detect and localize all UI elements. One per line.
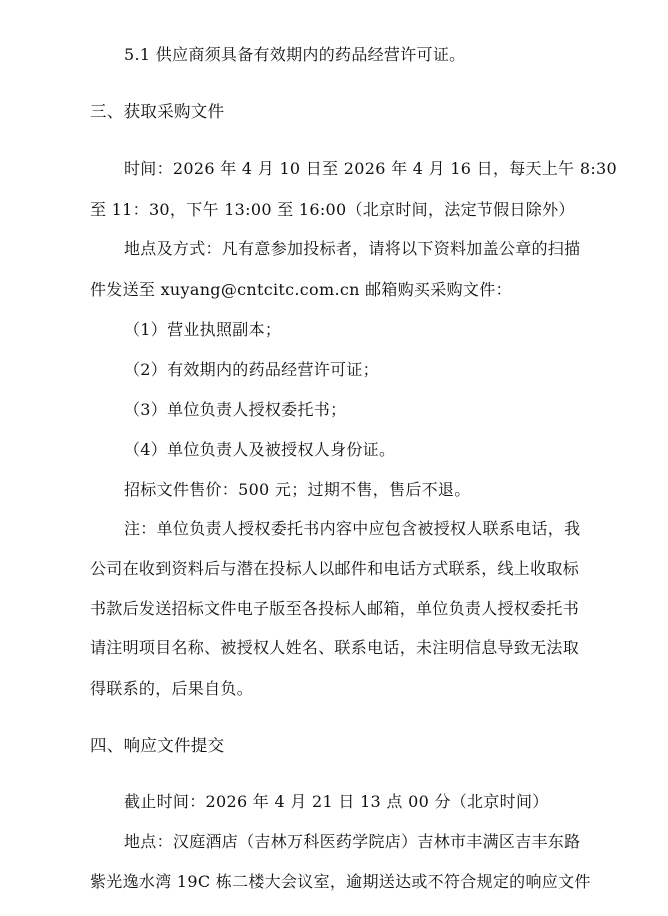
note-line: 请注明项目名称、被授权人姓名、联系电话，未注明信息导致无法取 (90, 638, 580, 657)
note-line: 公司在收到资料后与潜在投标人以邮件和电话方式联系，线上收取标 (90, 559, 580, 578)
document-price: 招标文件售价：500 元；过期不售，售后不退。 (124, 480, 471, 499)
required-doc-item: （2）有效期内的药品经营许可证； (124, 360, 379, 379)
section-4-heading: 四、响应文件提交 (90, 736, 225, 755)
submission-place-line-2: 紫光逸水湾 19C 栋二楼大会议室，逾期送达或不符合规定的响应文件 (90, 872, 591, 891)
submission-place-line-1: 地点：汉庭酒店（吉林万科医药学院店）吉林市丰满区吉丰东路 (124, 832, 581, 851)
submission-deadline: 截止时间：2026 年 4 月 21 日 13 点 00 分（北京时间） (124, 792, 549, 811)
purchase-time-line-2: 至 11：30，下午 13:00 至 16:00（北京时间，法定节假日除外） (90, 200, 575, 219)
section-3-heading: 三、获取采购文件 (90, 102, 225, 121)
purchase-place-line-2: 件发送至 xuyang@cntcitc.com.cn 邮箱购买采购文件： (90, 280, 512, 299)
note-line: 得联系的，后果自负。 (90, 679, 254, 698)
required-doc-item: （4）单位负责人及被授权人身份证。 (124, 440, 396, 459)
purchase-place-line-1: 地点及方式：凡有意参加投标者，请将以下资料加盖公章的扫描 (124, 239, 581, 258)
purchase-time-line-1: 时间：2026 年 4 月 10 日至 2026 年 4 月 16 日，每天上午 8:30 (124, 159, 617, 178)
required-doc-item: （3）单位负责人授权委托书； (124, 400, 347, 419)
note-line: 书款后发送招标文件电子版至各投标人邮箱，单位负责人授权委托书 (90, 599, 580, 618)
note-line: 注：单位负责人授权委托书内容中应包含被授权人联系电话，我 (124, 519, 581, 538)
required-doc-item: （1）营业执照副本； (124, 320, 282, 339)
requirement-5-1: 5.1 供应商须具备有效期内的药品经营许可证。 (124, 45, 466, 64)
